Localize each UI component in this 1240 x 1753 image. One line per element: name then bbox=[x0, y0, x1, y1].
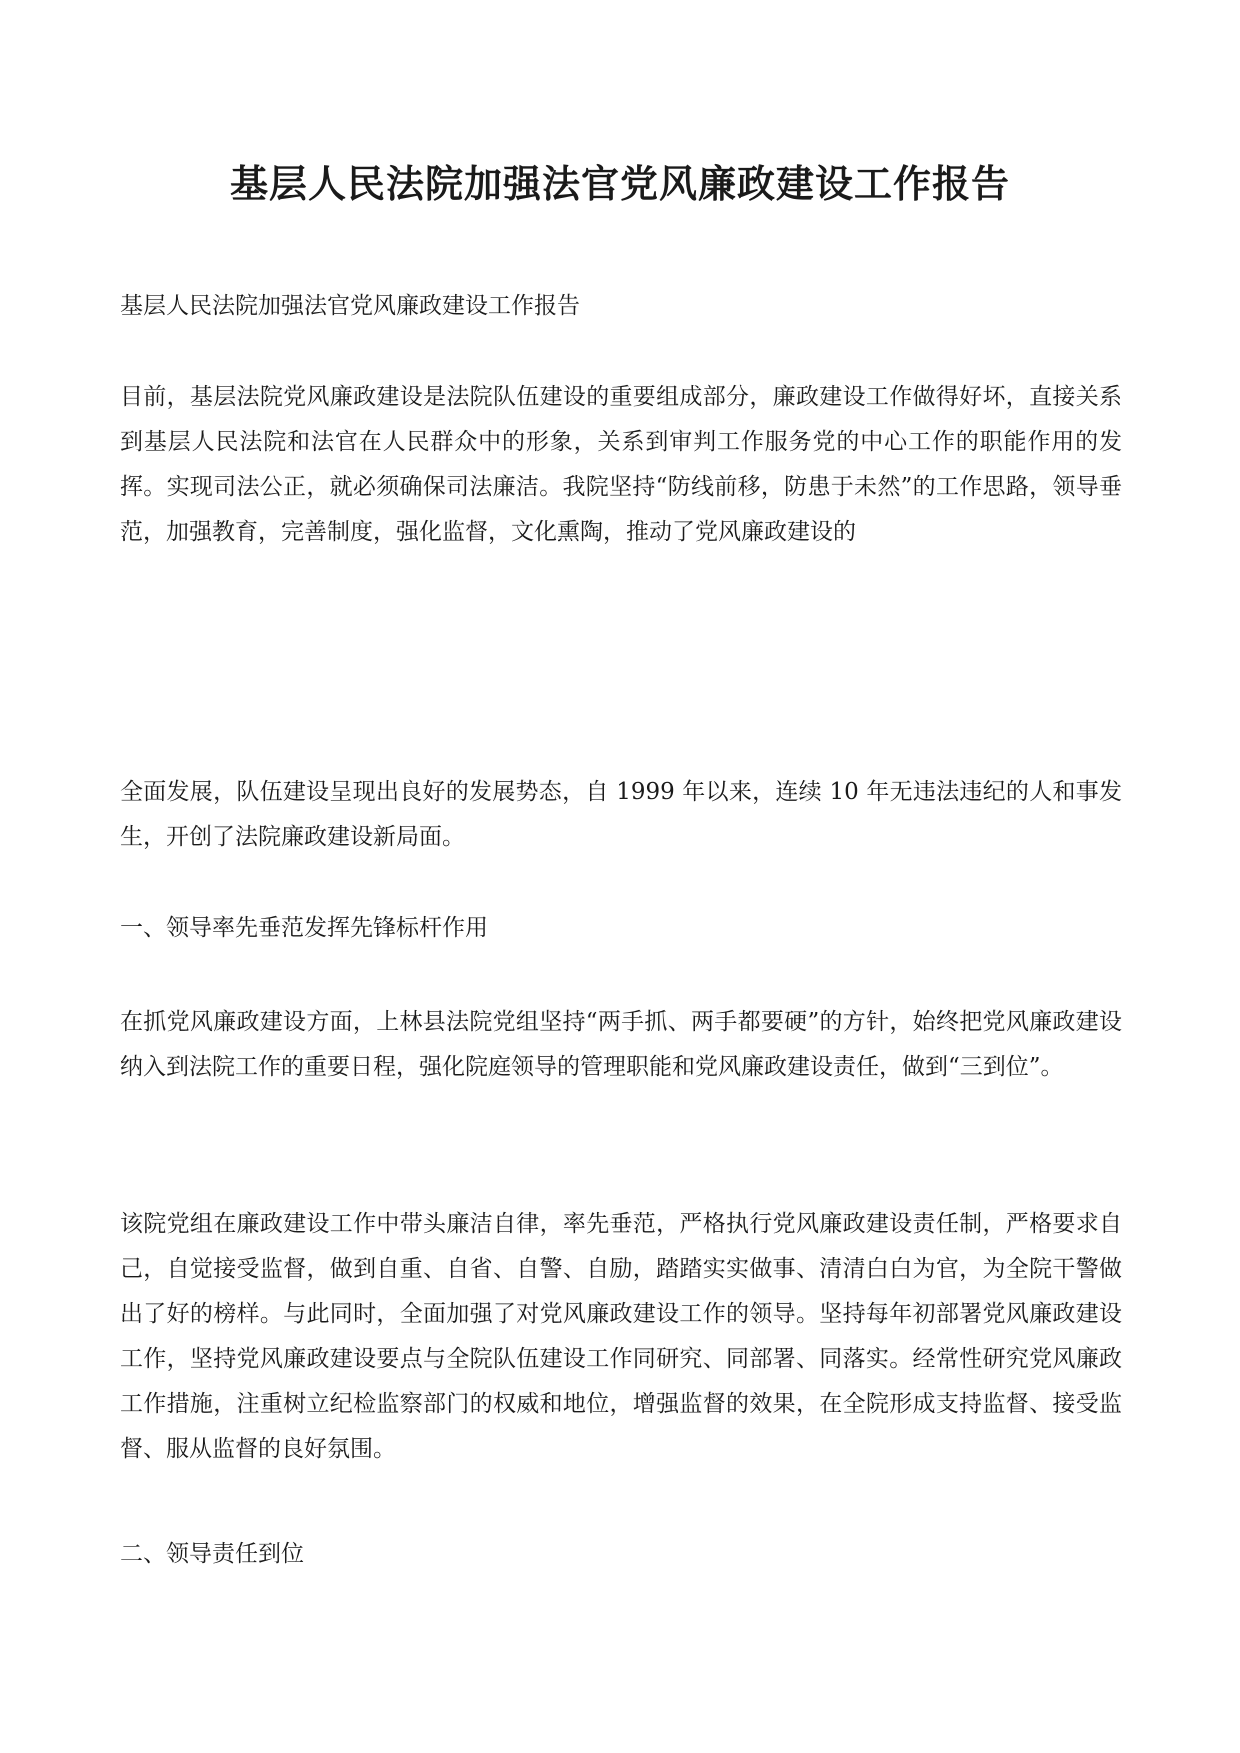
section-heading-2-text: 二、领导责任到位 bbox=[120, 1541, 304, 1567]
paragraph-section-1a-text: 在抓党风廉政建设方面，上林县法院党组坚持“两手抓、两手都要硬”的方针，始终把党风廉政建设纳入到法院工作的重要日程，强化院庭领导的管理职能和党风廉政建设责任，做到“三到位”。 bbox=[120, 1009, 1122, 1080]
section-heading-1 bbox=[120, 906, 1122, 951]
paragraph-intro bbox=[120, 375, 1122, 555]
paragraph-section-1b-text: 该院党组在廉政建设工作中带头廉洁自律，率先垂范，严格执行党风廉政建设责任制，严格要求自己，自觉接受监督，做到自重、自省、自警、自励，踏踏实实做事、清清白白为官，为全院干警做出了好的榜样。与此同时，全面加强了对党风廉政建设工作的领导。坚持每年初部署党风廉政建设工作，坚持党风廉政建设要点与全院队伍建设工作同研究、同部署、同落实。经常性研究党风廉政工作措施，注重树立纪检监察部门的权威和地位，增强监督的效果，在全院形成支持监督、接受监督、服从监督的良好氛围。 bbox=[120, 1211, 1122, 1462]
document-title: 基层人民法院加强法官党风廉政建设工作报告 bbox=[229, 161, 1010, 206]
paragraph-section-1a bbox=[120, 1000, 1122, 1090]
subtitle-text: 基层人民法院加强法官党风廉政建设工作报告 bbox=[120, 293, 580, 319]
paragraph-continuation-text: 全面发展，队伍建设呈现出良好的发展势态，自 1999 年以来，连续 10 年无违法违纪的人和事发生，开创了法院廉政建设新局面。 bbox=[120, 779, 1122, 850]
section-heading-2 bbox=[120, 1532, 1122, 1577]
section-heading-1-text: 一、领导率先垂范发挥先锋标杆作用 bbox=[120, 915, 488, 941]
paragraph-intro-text: 目前，基层法院党风廉政建设是法院队伍建设的重要组成部分，廉政建设工作做得好坏，直接关系到基层人民法院和法官在人民群众中的形象，关系到审判工作服务党的中心工作的职能作用的发挥。实现司法公正，就必须确保司法廉洁。我院坚持“防线前移，防患于未然”的工作思路，领导垂范，加强教育，完善制度，强化监督，文化熏陶，推动了党风廉政建设的 bbox=[120, 384, 1122, 545]
paragraph-continuation bbox=[120, 770, 1122, 860]
document-subtitle bbox=[120, 284, 1122, 329]
paragraph-section-1b bbox=[120, 1202, 1122, 1472]
